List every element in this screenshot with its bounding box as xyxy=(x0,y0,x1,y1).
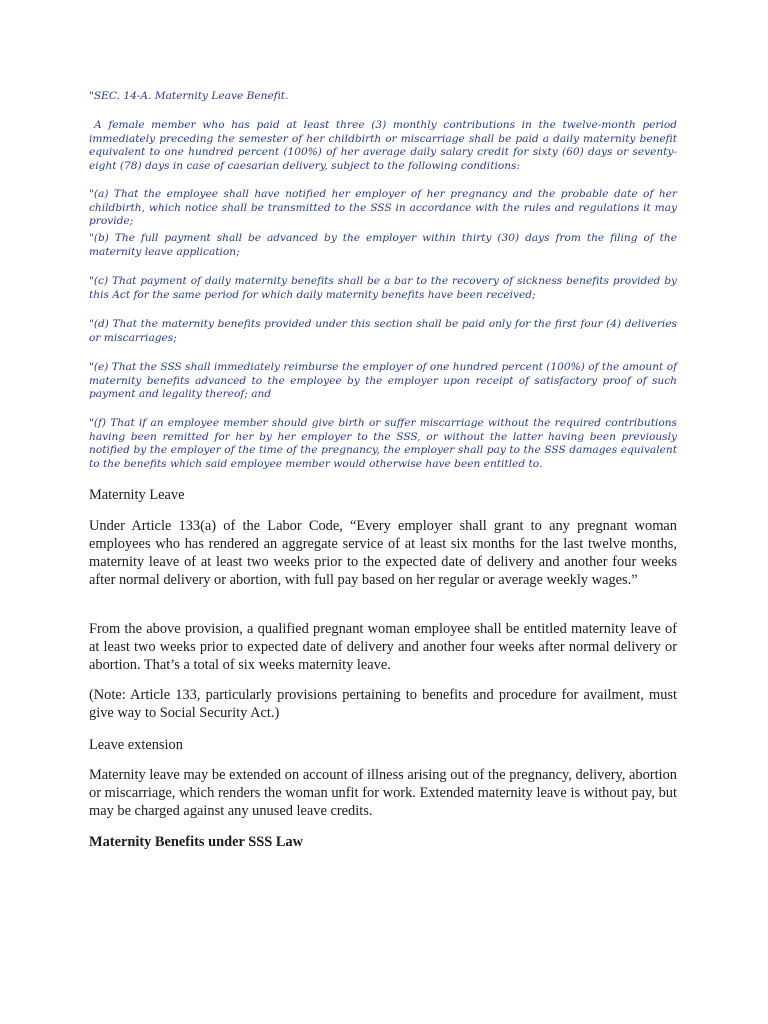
quote-title: "SEC. 14-A. Maternity Leave Benefit. xyxy=(89,90,289,102)
extension-paragraph: Maternity leave may be extended on account of illness arising out of the pregnancy, delivery, abortion or miscarriage, which renders the woman unfit for work. Extended maternity leave is without pay, but may be charged against any unused leave credits. xyxy=(89,767,677,819)
condition-d: "(d) That the maternity benefits provided under this section shall be paid only for the first four (4) deliveries or miscarriages; xyxy=(89,318,677,344)
condition-e: "(e) That the SSS shall immediately reimburse the employer of one hundred percent (100%) of the amount of maternity benefits advanced to the employee by the employer upon receipt of satisfactory proof of such payment and legality thereof; and xyxy=(89,361,677,401)
condition-c: "(c) That payment of daily maternity benefits shall be a bar to the recovery of sickness benefits provided by this Act for the same period for which daily maternity benefits have been received; xyxy=(89,275,677,301)
article-paragraph: Under Article 133(a) of the Labor Code, “Every employer shall grant to any pregnant woman employees who has rendered an aggregate service of at least six months for the last twelve months, maternity leave of at least two weeks prior to the expected date of delivery and another four weeks after normal delivery or abortion, with full pay based on her regular or average weekly wages.” xyxy=(89,518,677,588)
extension-heading: Leave extension xyxy=(89,737,183,753)
condition-f: "(f) That if an employee member should give birth or suffer miscarriage without the required contributions having been remitted for her by her employer to the SSS, or without the latter having been previously notified by the employer of the time of the pregnancy, the employer shall pay to the SSS damages equivalent to the benefits which said employee member would otherwise have been entitled to. xyxy=(89,417,677,470)
condition-a: "(a) That the employee shall have notified her employer of her pregnancy and the probable date of her childbirth, which notice shall be transmitted to the SSS in accordance with the rules and regulations it may provide; xyxy=(89,188,677,228)
maternity-leave-heading: Maternity Leave xyxy=(89,487,185,503)
note-paragraph: (Note: Article 133, particularly provisions pertaining to benefits and procedure for availment, must give way to Social Security Act.) xyxy=(89,687,677,721)
sss-heading: Maternity Benefits under SSS Law xyxy=(89,834,304,850)
condition-b: "(b) The full payment shall be advanced by the employer within thirty (30) days from the filing of the maternity leave application; xyxy=(89,232,677,258)
quote-intro: A female member who has paid at least three (3) monthly contributions in the twelve-month period immediately preceding the semester of her childbirth or miscarriage shall be paid a daily maternity benefit equivalent to one hundred percent (100%) of her average daily salary credit for sixty (60) days or seventy-eight (78) days in case of caesarian delivery, subject to the following conditions: xyxy=(89,119,677,172)
provision-paragraph: From the above provision, a qualified pregnant woman employee shall be entitled maternity leave of at least two weeks prior to expected date of delivery and another four weeks after normal delivery or abortion. That’s a total of six weeks maternity leave. xyxy=(89,621,677,673)
